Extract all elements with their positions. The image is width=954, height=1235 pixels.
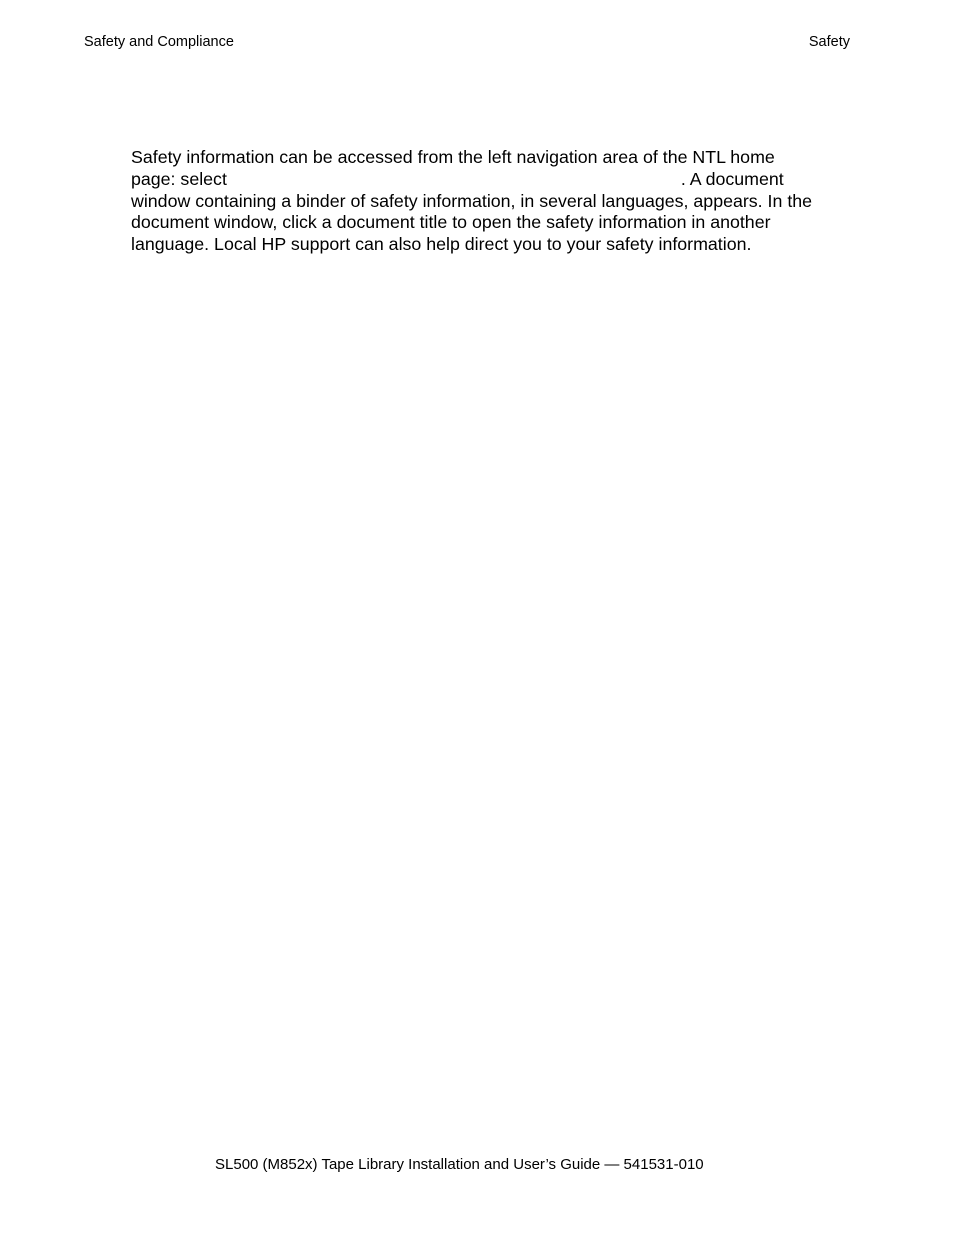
paragraph-line-5: language. Local HP support can also help direct you to your safety information.	[131, 234, 752, 255]
paragraph-line-4: document window, click a document title to open the safety information in another	[131, 212, 771, 233]
paragraph-line-1: Safety information can be accessed from the left navigation area of the NTL home	[131, 147, 775, 167]
page-footer: SL500 (M852x) Tape Library Installation and User’s Guide — 541531-010	[215, 1156, 704, 1173]
running-header-chapter: Safety	[808, 34, 850, 50]
safety-paragraph	[131, 147, 851, 256]
paragraph-line-2-end: . A document	[680, 168, 784, 189]
paragraph-line-2-start: page: select	[131, 168, 227, 189]
paragraph-line-2	[131, 169, 851, 191]
running-header-section: Safety and Compliance	[84, 34, 234, 50]
paragraph-line-3: window containing a binder of safety information, in several languages, appears. In the	[131, 190, 813, 211]
